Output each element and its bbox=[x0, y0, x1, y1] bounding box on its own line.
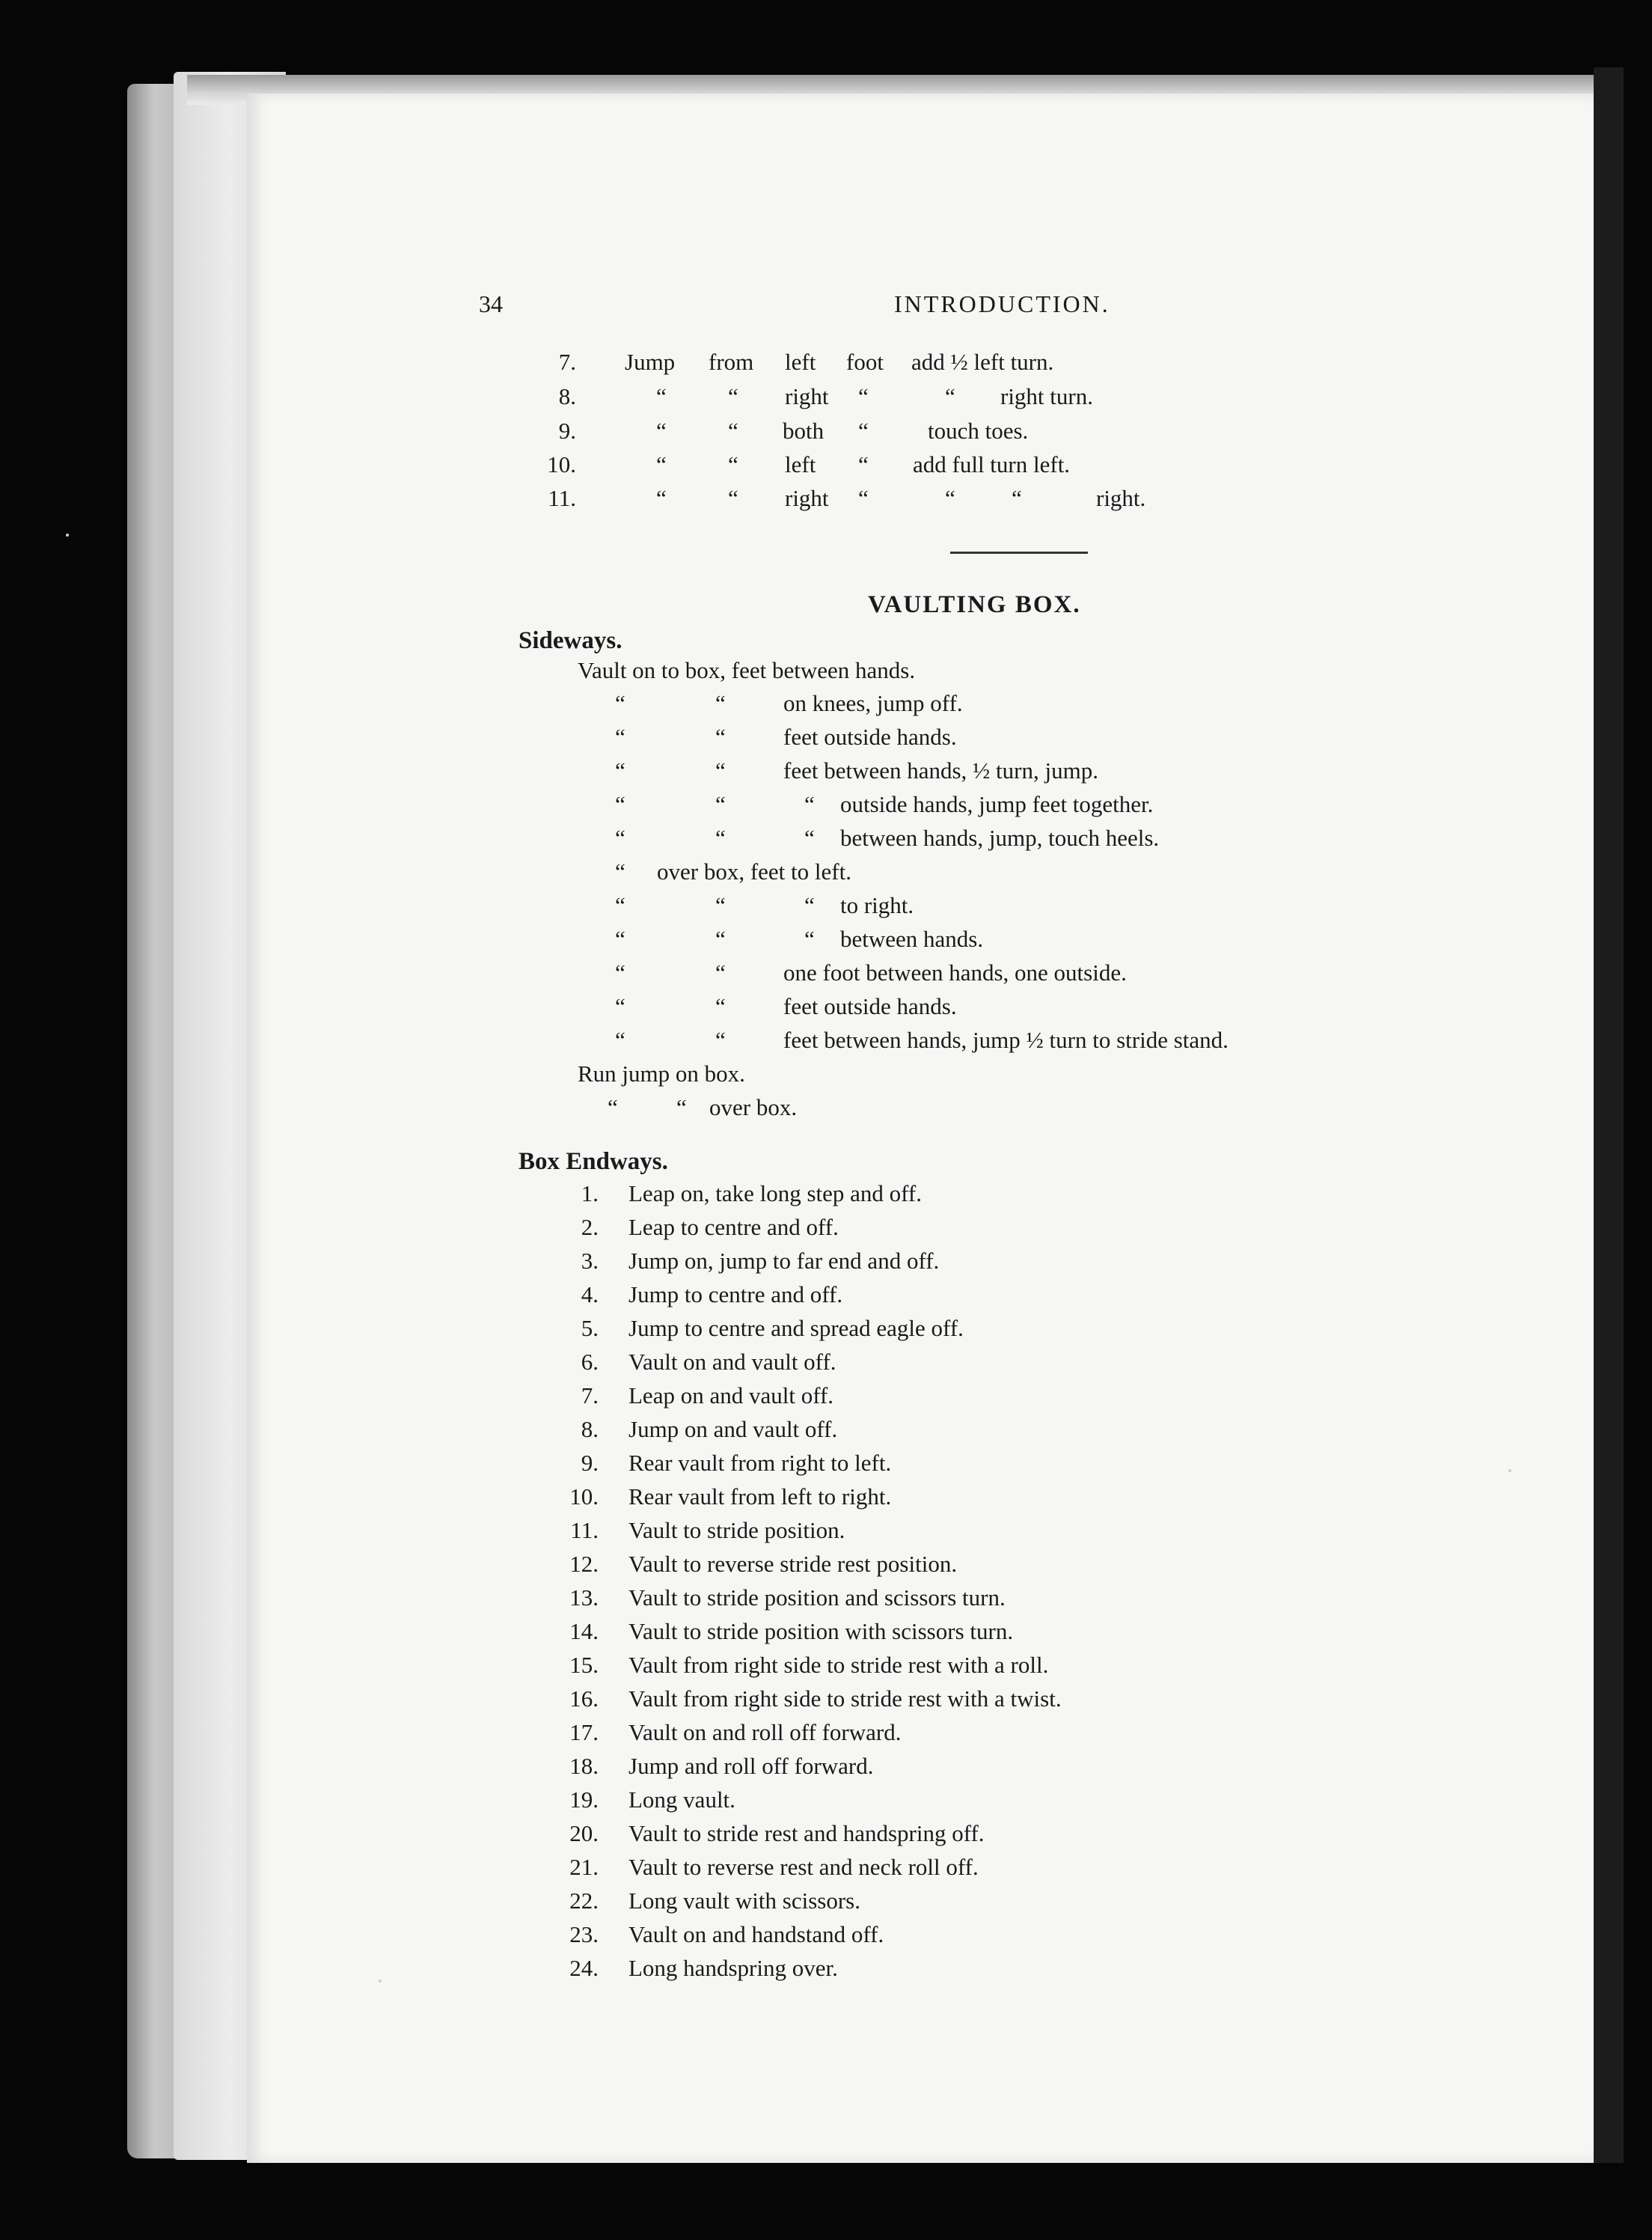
ditto-mark: “ bbox=[715, 959, 726, 986]
jump-word: right bbox=[785, 383, 829, 409]
ditto-mark: “ bbox=[804, 926, 815, 952]
endways-item: Rear vault from right to left. bbox=[628, 1450, 892, 1476]
ditto-mark: “ bbox=[715, 892, 726, 918]
endways-number: 1. bbox=[581, 1180, 599, 1206]
endways-item: Rear vault from left to right. bbox=[628, 1483, 892, 1510]
ditto-mark: “ bbox=[715, 1027, 726, 1053]
endways-number: 13. bbox=[569, 1584, 599, 1611]
endways-item: Vault to stride rest and handspring off. bbox=[628, 1820, 985, 1846]
ditto-mark: “ bbox=[728, 383, 738, 409]
ditto-mark: “ bbox=[615, 724, 625, 750]
endways-item: Vault to stride position with scissors turn. bbox=[628, 1618, 1014, 1644]
endways-number: 9. bbox=[581, 1450, 599, 1476]
sideways-line: between hands, jump, touch heels. bbox=[840, 825, 1160, 851]
sideways-line: feet between hands, ½ turn, jump. bbox=[783, 757, 1098, 784]
sideways-line: Run jump on box. bbox=[578, 1061, 745, 1087]
ditto-mark: “ bbox=[715, 926, 726, 952]
jump-number: 10. bbox=[547, 451, 576, 477]
ditto-mark: “ bbox=[615, 926, 625, 952]
endways-number: 2. bbox=[581, 1214, 599, 1240]
endways-number: 20. bbox=[569, 1820, 599, 1846]
endways-number: 14. bbox=[569, 1618, 599, 1644]
endways-item: Jump and roll off forward. bbox=[628, 1753, 874, 1779]
speck bbox=[1508, 1469, 1511, 1472]
endways-number: 19. bbox=[569, 1786, 599, 1813]
ditto-mark: “ bbox=[676, 1094, 687, 1120]
jump-number: 7. bbox=[558, 349, 576, 375]
ditto-mark: “ bbox=[656, 418, 667, 444]
endways-item: Long handspring over. bbox=[628, 1955, 838, 1981]
endways-number: 17. bbox=[569, 1719, 599, 1745]
ditto-mark: “ bbox=[858, 383, 869, 409]
ditto-mark: “ bbox=[615, 993, 625, 1019]
jump-word: right turn. bbox=[1000, 383, 1093, 409]
ditto-mark: “ bbox=[804, 791, 815, 817]
endways-number: 12. bbox=[569, 1551, 599, 1577]
endways-item: Jump on and vault off. bbox=[628, 1416, 838, 1442]
sideways-line: one foot between hands, one outside. bbox=[783, 959, 1127, 986]
ditto-mark: “ bbox=[615, 892, 625, 918]
endways-number: 11. bbox=[570, 1517, 599, 1543]
ditto-mark: “ bbox=[728, 451, 738, 477]
ditto-mark: “ bbox=[728, 418, 738, 444]
endways-number: 4. bbox=[581, 1281, 599, 1307]
jump-word: touch toes. bbox=[928, 418, 1029, 444]
sideways-heading: Sideways. bbox=[518, 627, 622, 654]
ditto-mark: “ bbox=[615, 1027, 625, 1053]
endways-item: Vault on and handstand off. bbox=[628, 1921, 884, 1947]
sideways-line: feet outside hands. bbox=[783, 724, 957, 750]
endways-number: 15. bbox=[569, 1652, 599, 1678]
endways-item: Long vault. bbox=[628, 1786, 735, 1813]
page-number: 34 bbox=[479, 290, 503, 317]
ditto-mark: “ bbox=[715, 724, 726, 750]
endways-number: 23. bbox=[569, 1921, 599, 1947]
endways-item: Vault to stride position. bbox=[628, 1517, 845, 1543]
ditto-mark: “ bbox=[715, 690, 726, 716]
endways-number: 16. bbox=[569, 1685, 599, 1712]
jump-word: from bbox=[709, 349, 754, 375]
speck bbox=[379, 1980, 382, 1983]
ditto-mark: “ bbox=[715, 757, 726, 784]
ditto-mark: “ bbox=[804, 825, 815, 851]
ditto-mark: “ bbox=[945, 485, 955, 511]
ditto-mark: “ bbox=[615, 825, 625, 851]
sideways-line: outside hands, jump feet together. bbox=[840, 791, 1154, 817]
book-page bbox=[247, 94, 1594, 2163]
sideways-line: Vault on to box, feet between hands. bbox=[578, 657, 916, 683]
jump-word: add ½ left turn. bbox=[911, 349, 1054, 375]
ditto-mark: “ bbox=[615, 791, 625, 817]
ditto-mark: “ bbox=[858, 418, 869, 444]
jump-word: right. bbox=[1096, 485, 1146, 511]
endways-item: Jump on, jump to far end and off. bbox=[628, 1248, 940, 1274]
ditto-mark: “ bbox=[656, 485, 667, 511]
endways-number: 8. bbox=[581, 1416, 599, 1442]
ditto-mark: “ bbox=[1012, 485, 1022, 511]
endways-number: 22. bbox=[569, 1887, 599, 1914]
jump-word: left bbox=[785, 349, 816, 375]
speck bbox=[66, 534, 69, 537]
ditto-mark: “ bbox=[615, 959, 625, 986]
endways-item: Vault to reverse rest and neck roll off. bbox=[628, 1854, 979, 1880]
ditto-mark: “ bbox=[656, 383, 667, 409]
book-right-edge bbox=[1594, 67, 1624, 2163]
endways-number: 5. bbox=[581, 1315, 599, 1341]
jump-word: left bbox=[785, 451, 816, 477]
endways-item: Jump to centre and off. bbox=[628, 1281, 843, 1307]
endways-item: Leap to centre and off. bbox=[628, 1214, 839, 1240]
jump-word: Jump bbox=[625, 349, 676, 375]
endways-heading: Box Endways. bbox=[518, 1148, 668, 1175]
sideways-line: feet outside hands. bbox=[783, 993, 957, 1019]
sideways-line: on knees, jump off. bbox=[783, 690, 963, 716]
sideways-line: between hands. bbox=[840, 926, 984, 952]
endways-item: Vault from right side to stride rest with a twist. bbox=[628, 1685, 1062, 1712]
ditto-mark: “ bbox=[715, 791, 726, 817]
sideways-line: to right. bbox=[840, 892, 914, 918]
jump-number: 9. bbox=[558, 418, 576, 444]
endways-number: 3. bbox=[581, 1248, 599, 1274]
endways-item: Leap on and vault off. bbox=[628, 1382, 834, 1409]
ditto-mark: “ bbox=[728, 485, 738, 511]
endways-item: Vault to reverse stride rest position. bbox=[628, 1551, 958, 1577]
endways-number: 24. bbox=[569, 1955, 599, 1981]
endways-number: 10. bbox=[569, 1483, 599, 1510]
jump-word: both bbox=[783, 418, 825, 444]
endways-number: 18. bbox=[569, 1753, 599, 1779]
endways-item: Leap on, take long step and off. bbox=[628, 1180, 922, 1206]
endways-item: Jump to centre and spread eagle off. bbox=[628, 1315, 964, 1341]
section-rule bbox=[950, 552, 1088, 554]
ditto-mark: “ bbox=[804, 892, 815, 918]
endways-item: Long vault with scissors. bbox=[628, 1887, 860, 1914]
sideways-line: over box, feet to left. bbox=[657, 858, 851, 885]
ditto-mark: “ bbox=[656, 451, 667, 477]
ditto-mark: “ bbox=[615, 690, 625, 716]
endways-number: 6. bbox=[581, 1349, 599, 1375]
ditto-mark: “ bbox=[615, 757, 625, 784]
jump-number: 11. bbox=[548, 485, 576, 511]
jump-word: foot bbox=[846, 349, 884, 375]
ditto-mark: “ bbox=[858, 485, 869, 511]
ditto-mark: “ bbox=[615, 858, 625, 885]
ditto-mark: “ bbox=[715, 993, 726, 1019]
endways-item: Vault on and roll off forward. bbox=[628, 1719, 902, 1745]
endways-number: 7. bbox=[581, 1382, 599, 1409]
ditto-mark: “ bbox=[858, 451, 869, 477]
jump-word: add full turn left. bbox=[913, 451, 1071, 477]
ditto-mark: “ bbox=[945, 383, 955, 409]
endways-item: Vault to stride position and scissors turn. bbox=[628, 1584, 1006, 1611]
endways-item: Vault from right side to stride rest with a roll. bbox=[628, 1652, 1049, 1678]
ditto-mark: “ bbox=[715, 825, 726, 851]
sideways-line: feet between hands, jump ½ turn to stride stand. bbox=[783, 1027, 1229, 1053]
section-title: VAULTING BOX. bbox=[868, 591, 1081, 618]
jump-word: right bbox=[785, 485, 829, 511]
endways-item: Vault on and vault off. bbox=[628, 1349, 836, 1375]
running-head: INTRODUCTION. bbox=[894, 290, 1110, 317]
sideways-line: over box. bbox=[709, 1094, 798, 1120]
ditto-mark: “ bbox=[608, 1094, 618, 1120]
endways-number: 21. bbox=[569, 1854, 599, 1880]
jump-number: 8. bbox=[558, 383, 576, 409]
